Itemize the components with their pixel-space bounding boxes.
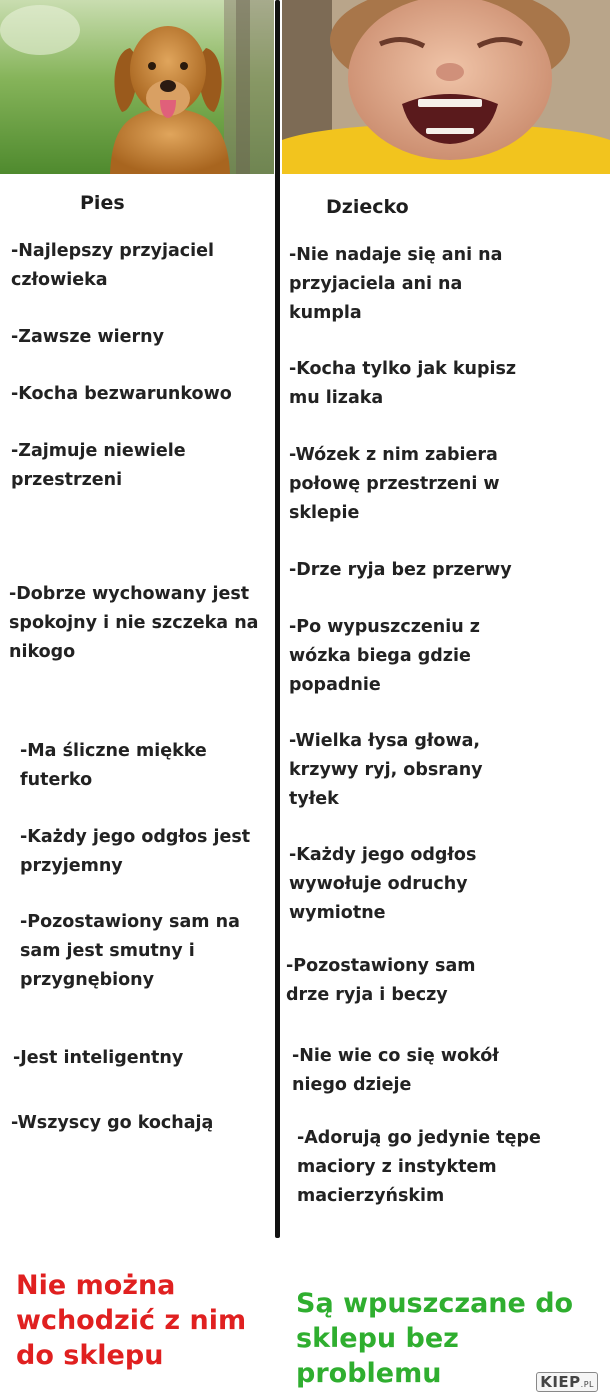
column-divider (274, 0, 282, 1238)
left-item: -Kocha bezwarunkowo (11, 384, 232, 404)
left-item: -Pozostawiony sam na sam jest smutny i przygnębiony (20, 912, 240, 990)
right-column-heading: Dziecko (326, 196, 409, 218)
left-item: -Jest inteligentny (13, 1048, 184, 1068)
left-item: -Każdy jego odgłos jest przyjemny (20, 827, 251, 876)
left-item: -Wszyscy go kochają (11, 1113, 214, 1133)
child-footer-caption: Są wpuszczane do sklepu bez problemu (296, 1288, 574, 1389)
right-item: -Wózek z nim zabiera połowę przestrzeni w sklepie (289, 445, 500, 523)
left-item: -Zawsze wierny (11, 327, 165, 347)
right-item: -Drze ryja bez przerwy (289, 560, 512, 580)
left-item: -Ma śliczne miękke futerko (20, 741, 207, 790)
right-item: -Wielka łysa głowa, krzywy ryj, obsrany tyłek (289, 731, 483, 809)
right-item: -Kocha tylko jak kupisz mu lizaka (289, 359, 517, 408)
crying-child-photo (282, 0, 610, 174)
right-item: -Adorują go jedynie tępe maciory z instyktem macierzyńskim (297, 1128, 541, 1206)
right-item: -Każdy jego odgłos wywołuje odruchy wymiotne (289, 845, 477, 923)
kiep-watermark: KIEP.PL (536, 1372, 598, 1392)
right-item: -Nie nadaje się ani na przyjaciela ani na kumpla (289, 245, 503, 323)
right-item: -Nie wie co się wokół niego dzieje (292, 1046, 499, 1095)
left-item: -Zajmuje niewiele przestrzeni (11, 441, 186, 490)
left-column-heading: Pies (80, 192, 125, 214)
left-item: -Najlepszy przyjaciel człowieka (11, 241, 215, 290)
dog-photo (0, 0, 274, 174)
left-item: -Dobrze wychowany jest spokojny i nie szczeka na nikogo (9, 584, 259, 662)
right-item: -Po wypuszczeniu z wózka biega gdzie popadnie (289, 617, 480, 695)
right-item: -Pozostawiony sam drze ryja i beczy (286, 956, 476, 1005)
dog-footer-caption: Nie można wchodzić z nim do sklepu (16, 1270, 247, 1371)
